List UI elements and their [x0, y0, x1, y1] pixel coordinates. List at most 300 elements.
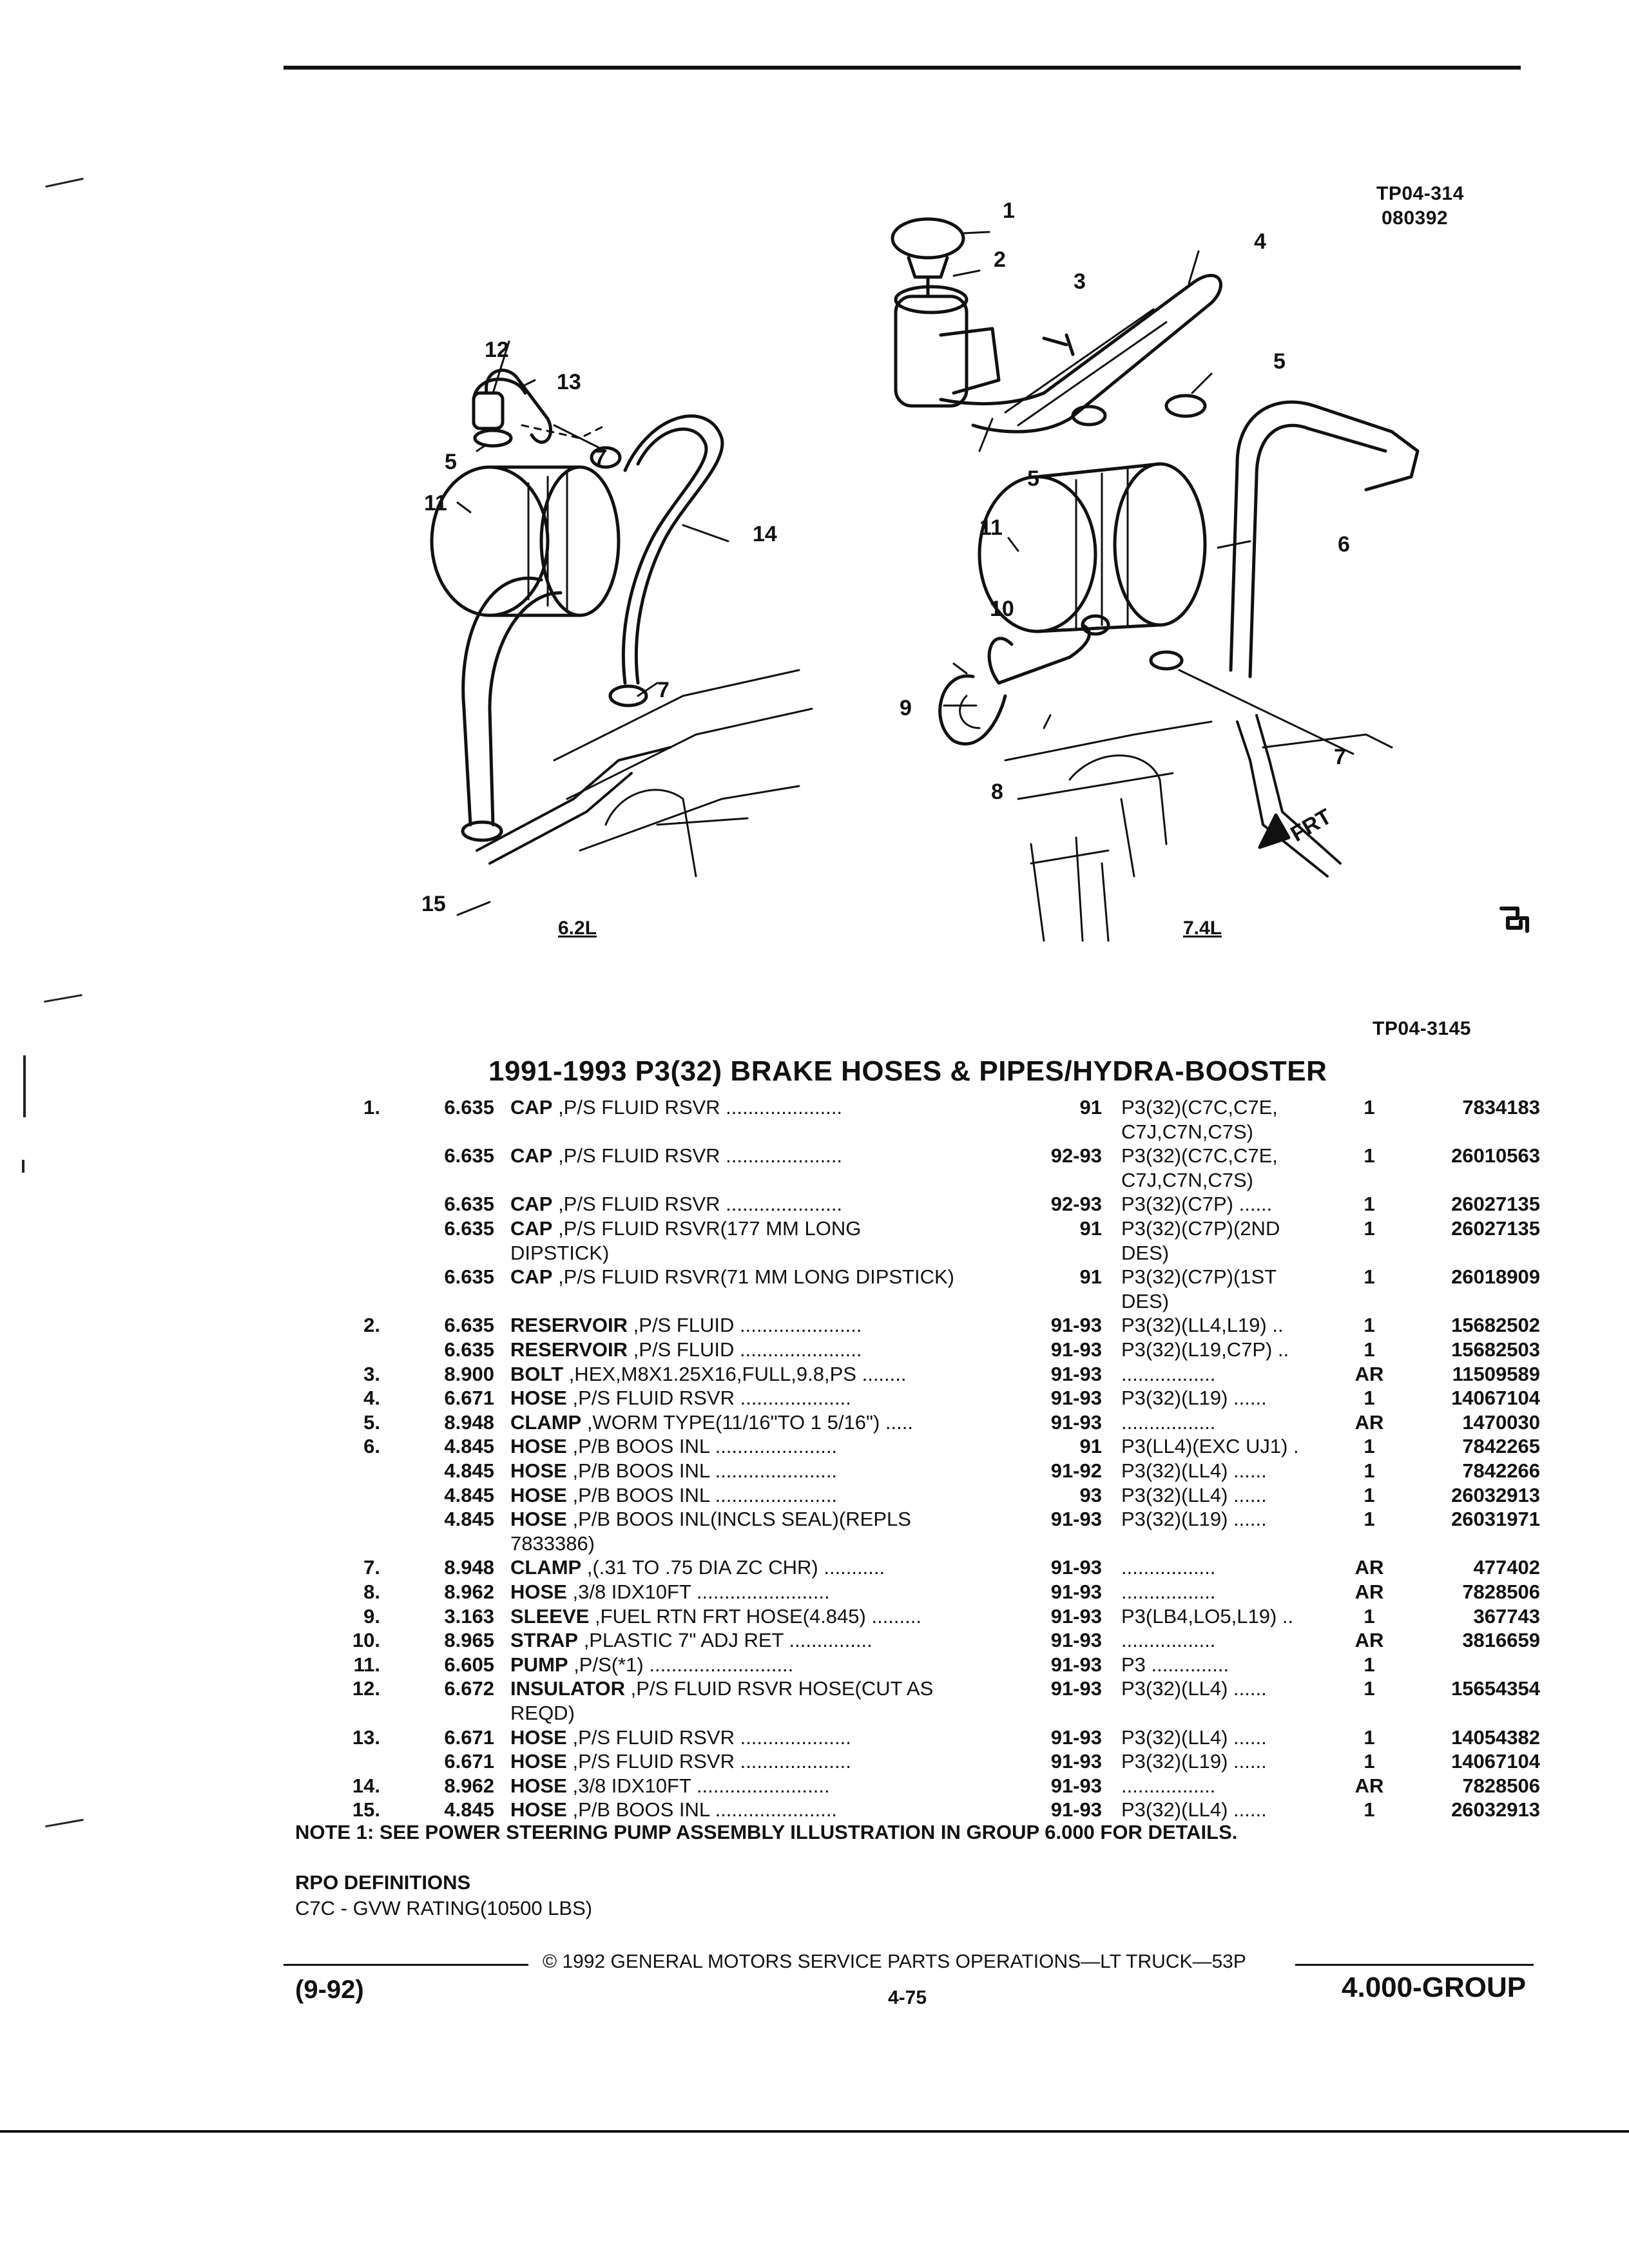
item-number: 11.: [353, 1653, 380, 1676]
application: P3(32)(LL4) ......: [1121, 1459, 1267, 1482]
part-number: 14054382: [1451, 1725, 1540, 1749]
group-number: 6.671: [444, 1725, 494, 1749]
quantity: 1: [1364, 1144, 1375, 1168]
application: P3(32)(L19) ......: [1121, 1387, 1267, 1410]
part-name: BOLT: [510, 1362, 564, 1385]
part-name: CAP: [510, 1193, 553, 1216]
application: P3(LB4,LO5,L19) ..: [1121, 1604, 1294, 1628]
quantity: 1: [1364, 1459, 1375, 1482]
model-years: 91: [1079, 1435, 1102, 1458]
callout-3: 3: [1074, 269, 1086, 294]
quantity: AR: [1354, 1556, 1384, 1579]
clamp-7-right: [1083, 616, 1108, 634]
part-detail: ,P/S FLUID RSVR(177 MM LONG: [552, 1217, 862, 1240]
quantity: 1: [1364, 1725, 1375, 1749]
quantity: 1: [1364, 1750, 1375, 1773]
part-description: [510, 1192, 1026, 1216]
clamp-7-right-b: [1151, 652, 1182, 669]
part-description: [510, 1313, 1026, 1338]
footnote: NOTE 1: SEE POWER STEERING PUMP ASSEMBLY ILLUSTRATION IN GROUP 6.000 FOR DETAILS.: [295, 1821, 1238, 1843]
table-row: [0, 1580, 1629, 1604]
leader-dots: ......................: [734, 1338, 862, 1361]
quantity: 1: [1364, 1387, 1375, 1410]
table-row: [0, 1313, 1629, 1338]
quantity: 1: [1364, 1096, 1375, 1119]
part-detail: ,P/S FLUID: [628, 1314, 735, 1337]
part-name: CLAMP: [510, 1410, 582, 1434]
part-description: [510, 1725, 1026, 1750]
margin-mark: [45, 178, 83, 187]
top-rule: [284, 66, 1521, 70]
leader-dots: ....................: [734, 1725, 851, 1749]
application: P3(32)(C7C,C7E,: [1121, 1096, 1278, 1119]
group-number: 6.635: [444, 1096, 494, 1119]
engine-label-7-4l: 7.4L: [1183, 918, 1222, 939]
part-detail: ,P/S FLUID RSVR(71 MM LONG DIPSTICK): [552, 1265, 954, 1289]
part-description: [510, 1749, 1026, 1774]
quantity: 1: [1364, 1217, 1375, 1240]
quantity: AR: [1354, 1581, 1384, 1603]
part-description: [510, 1677, 1026, 1701]
figure-date: 080392: [1382, 207, 1449, 229]
figure-code: TP04-3145: [1373, 1018, 1471, 1039]
hose-6: [1231, 402, 1392, 677]
item-number: 14.: [352, 1774, 380, 1797]
part-number: 7842266: [1462, 1459, 1540, 1482]
table-row: [0, 1653, 1629, 1677]
part-number: 26027135: [1451, 1193, 1540, 1216]
callout-1: 1: [1003, 198, 1015, 223]
part-number: 7828506: [1462, 1581, 1540, 1603]
item-number: 10.: [352, 1629, 380, 1652]
part-detail: ,(.31 TO .75 DIA ZC CHR): [581, 1556, 818, 1579]
application: .................: [1121, 1556, 1216, 1579]
part-detail: ,WORM TYPE(11/16"TO 1 5/16"): [581, 1410, 880, 1434]
cap-1: [892, 219, 963, 258]
part-name: INSULATOR: [510, 1677, 625, 1700]
model-years: 91-93: [1050, 1725, 1102, 1749]
callout-10: 10: [990, 597, 1014, 621]
group-number: 4.845: [444, 1483, 494, 1506]
part-name: CAP: [510, 1217, 553, 1240]
part-description: [510, 1095, 1026, 1120]
table-row: [0, 1410, 1629, 1435]
group-number: 4.845: [444, 1435, 494, 1458]
application-cont: DES): [1121, 1289, 1170, 1312]
quantity: AR: [1354, 1362, 1384, 1385]
part-name: CLAMP: [510, 1556, 582, 1579]
part-description: [510, 1798, 1026, 1822]
model-years: 91: [1079, 1096, 1102, 1119]
model-years: 91-93: [1050, 1581, 1102, 1603]
quantity: 1: [1364, 1604, 1375, 1628]
model-years: 93: [1079, 1483, 1102, 1506]
clamp-7-left-lower: [610, 686, 646, 706]
footer-rule-left: [284, 1964, 528, 1966]
application: P3(32)(C7P) ......: [1121, 1193, 1273, 1216]
callout-14: 14: [753, 522, 777, 546]
callout-13: 13: [557, 370, 581, 394]
group-number: 4.000-GROUP: [1342, 1972, 1527, 2003]
leader-dots: ....................: [734, 1750, 851, 1773]
application: P3(32)(C7C,C7E,: [1121, 1144, 1278, 1168]
group-number: 6.671: [444, 1750, 494, 1773]
application: .................: [1121, 1362, 1216, 1385]
application: P3(32)(LL4) ......: [1121, 1677, 1267, 1700]
item-number: 6.: [363, 1435, 380, 1458]
callout-2: 2: [994, 247, 1006, 272]
part-detail: ,P/S FLUID RSVR: [552, 1144, 720, 1168]
part-detail: ,P/S(*1): [568, 1653, 644, 1676]
gm-logo: [1501, 908, 1527, 931]
callout-5: 5: [1273, 349, 1286, 374]
model-years: 91-93: [1050, 1677, 1102, 1700]
group-number: 6.635: [444, 1265, 494, 1289]
insulator-12: [474, 393, 503, 428]
group-number: 4.845: [444, 1508, 494, 1531]
model-years: 91-93: [1050, 1556, 1102, 1579]
part-description: [510, 1265, 1026, 1289]
part-description-cont: REQD): [510, 1702, 575, 1724]
application: P3(32)(L19) ......: [1121, 1750, 1267, 1773]
model-years: 91-93: [1050, 1798, 1102, 1821]
quantity: 1: [1364, 1338, 1375, 1361]
application-cont: DES): [1121, 1241, 1170, 1264]
application: P3(32)(LL4) ......: [1121, 1483, 1267, 1506]
exploded-view-drawing: [361, 180, 1547, 954]
group-number: 6.672: [444, 1677, 494, 1700]
part-number: 367743: [1473, 1604, 1540, 1628]
revision-date: (9-92): [295, 1975, 364, 2004]
part-description: [510, 1555, 1026, 1580]
part-detail: ,P/B BOOS INL: [566, 1459, 709, 1482]
callout-15: 15: [421, 892, 446, 916]
clamp-5-right-b: [1166, 396, 1205, 416]
part-name: HOSE: [510, 1387, 567, 1410]
item-number: 15.: [352, 1798, 380, 1821]
application: .................: [1121, 1410, 1216, 1434]
part-number: 477402: [1473, 1556, 1540, 1579]
group-number: 8.948: [444, 1410, 494, 1434]
part-name: CAP: [510, 1096, 553, 1119]
leader-dots: ......................: [709, 1798, 838, 1821]
table-row: [0, 1555, 1629, 1580]
item-number: 3.: [363, 1362, 380, 1385]
item-number: 1.: [363, 1096, 380, 1119]
item-number: 8.: [363, 1581, 380, 1603]
application: P3(32)(LL4,L19) ..: [1121, 1314, 1284, 1337]
part-description: [510, 1483, 1026, 1508]
part-detail: ,P/S FLUID RSVR: [566, 1387, 735, 1410]
quantity: 1: [1364, 1193, 1375, 1216]
model-years: 91-93: [1050, 1653, 1102, 1676]
section-title: 1991-1993 P3(32) BRAKE HOSES & PIPES/HYDRA-BOOSTER: [488, 1055, 1327, 1087]
table-row: [0, 1338, 1629, 1362]
page-number: 4-75: [888, 1987, 927, 2008]
leader-dots: ......................: [709, 1483, 838, 1506]
quantity: 1: [1364, 1653, 1375, 1676]
model-years: 91-93: [1050, 1604, 1102, 1628]
group-number: 6.605: [444, 1653, 494, 1676]
leader-dots: ....................: [734, 1387, 851, 1410]
model-years: 91-93: [1050, 1314, 1102, 1337]
application: .................: [1121, 1629, 1216, 1652]
part-detail: ,PLASTIC 7" ADJ RET: [578, 1629, 784, 1652]
part-name: PUMP: [510, 1653, 568, 1676]
part-number: 11509589: [1452, 1362, 1540, 1385]
hose-14: [625, 416, 722, 683]
model-years: 91-93: [1050, 1508, 1102, 1531]
part-name: SLEEVE: [510, 1604, 590, 1628]
model-years: 92-93: [1050, 1144, 1102, 1168]
quantity: 1: [1364, 1314, 1375, 1337]
part-number: 15682503: [1451, 1338, 1540, 1361]
part-detail: ,P/B BOOS INL: [566, 1483, 709, 1506]
footer-rule-right: [1295, 1964, 1534, 1966]
part-name: RESERVOIR: [510, 1338, 628, 1361]
item-number: 7.: [363, 1556, 380, 1579]
model-years: 91-93: [1050, 1362, 1102, 1385]
table-row: [0, 1798, 1629, 1822]
leader-dots: ...........: [818, 1556, 885, 1579]
part-name: HOSE: [510, 1508, 567, 1531]
model-years: 91-92: [1050, 1459, 1102, 1482]
part-detail: ,P/S FLUID: [628, 1338, 735, 1361]
group-number: 8.962: [444, 1581, 494, 1603]
part-name: CAP: [510, 1144, 553, 1168]
bracket: [941, 329, 999, 393]
quantity: 1: [1364, 1798, 1375, 1821]
callout-7: 7: [1334, 745, 1346, 769]
part-name: HOSE: [510, 1725, 567, 1749]
part-description: [510, 1604, 1026, 1629]
hose-10: [989, 625, 1089, 683]
part-detail: ,P/S FLUID RSVR: [566, 1725, 735, 1749]
part-name: HOSE: [510, 1459, 567, 1482]
part-description-cont: DIPSTICK): [510, 1241, 610, 1264]
bolt-3: [1044, 335, 1073, 354]
part-description: [510, 1580, 1026, 1604]
model-years: 91-93: [1050, 1629, 1102, 1652]
part-detail: ,3/8 IDX10FT: [566, 1774, 691, 1797]
leader-dots: .....................: [720, 1193, 843, 1216]
item-number: 5.: [363, 1410, 380, 1434]
part-number: 26032913: [1451, 1798, 1540, 1821]
model-years: 91-93: [1050, 1774, 1102, 1797]
leader-dots: ........................: [691, 1581, 830, 1603]
part-number: 26032913: [1451, 1483, 1540, 1506]
group-number: 6.671: [444, 1387, 494, 1410]
quantity: 1: [1364, 1508, 1375, 1531]
part-number: 26018909: [1451, 1265, 1540, 1289]
leader-dots: ......................: [734, 1314, 862, 1337]
part-name: HOSE: [510, 1581, 567, 1603]
table-row: [0, 1144, 1629, 1168]
part-detail: ,3/8 IDX10FT: [566, 1581, 691, 1603]
table-row: [0, 1483, 1629, 1508]
part-name: RESERVOIR: [510, 1314, 628, 1337]
part-description: [510, 1459, 1026, 1483]
part-number: 15654354: [1451, 1677, 1540, 1700]
model-years: 92-93: [1050, 1193, 1102, 1216]
quantity: AR: [1354, 1410, 1384, 1434]
leader-dots: .....................: [720, 1144, 843, 1168]
application: P3(32)(LL4) ......: [1121, 1725, 1267, 1749]
table-row: [0, 1095, 1629, 1120]
table-row: [0, 1677, 1629, 1701]
part-description: [510, 1338, 1026, 1362]
part-name: CAP: [510, 1265, 553, 1289]
part-detail: ,P/S FLUID RSVR: [552, 1096, 720, 1119]
part-name: STRAP: [510, 1629, 579, 1652]
bottom-rule: [0, 2130, 1629, 2133]
table-row: [0, 1507, 1629, 1532]
table-row: [0, 1725, 1629, 1750]
quantity: 1: [1364, 1677, 1375, 1700]
part-name: HOSE: [510, 1483, 567, 1506]
table-row: [0, 1386, 1629, 1410]
group-number: 6.635: [444, 1217, 494, 1240]
callout-5: 5: [445, 450, 457, 474]
clamp-5-right: [1073, 407, 1105, 425]
part-description: [510, 1628, 1026, 1653]
group-number: 6.635: [444, 1144, 494, 1168]
quantity: 1: [1364, 1435, 1375, 1458]
leader-dots: .....: [880, 1410, 913, 1434]
part-detail: ,HEX,M8X1.25X16,FULL,9.8,PS: [563, 1362, 856, 1385]
callout-7: 7: [594, 446, 606, 470]
leader-dots: ..........................: [643, 1653, 794, 1676]
part-detail: ,FUEL RTN FRT HOSE(4.845): [589, 1604, 866, 1628]
leader-dots: ........: [856, 1362, 907, 1385]
group-number: 4.845: [444, 1798, 494, 1821]
group-number: 8.962: [444, 1774, 494, 1797]
part-detail: ,P/S FLUID RSVR: [552, 1193, 720, 1216]
pump-11-left: [432, 467, 548, 615]
leader-dots: .....................: [720, 1096, 843, 1119]
callout-9: 9: [900, 696, 912, 720]
part-number: 26031971: [1451, 1508, 1540, 1531]
part-number: 14067104: [1451, 1387, 1540, 1410]
table-row: [0, 1749, 1629, 1774]
leader-dots: ...............: [783, 1629, 872, 1652]
hose-9: [940, 676, 1005, 744]
part-number: 7842265: [1462, 1435, 1540, 1458]
application: P3 ..............: [1121, 1653, 1229, 1676]
part-name: HOSE: [510, 1750, 567, 1773]
item-number: 12.: [352, 1677, 380, 1700]
quantity: AR: [1354, 1629, 1384, 1652]
callout-4: 4: [1254, 229, 1266, 254]
part-detail: ,P/B BOOS INL: [566, 1435, 709, 1458]
direction-label: FRT: [1286, 804, 1336, 847]
group-number: 8.965: [444, 1629, 494, 1652]
item-number: 9.: [363, 1604, 380, 1628]
leader-dots: ......................: [709, 1459, 838, 1482]
table-row: [0, 1265, 1629, 1289]
table-row: [0, 1774, 1629, 1798]
table-row: [0, 1192, 1629, 1216]
model-years: 91-93: [1050, 1387, 1102, 1410]
model-years: 91-93: [1050, 1410, 1102, 1434]
application: .................: [1121, 1581, 1216, 1603]
group-number: 8.900: [444, 1362, 494, 1385]
quantity: 1: [1364, 1483, 1375, 1506]
quantity: AR: [1354, 1774, 1384, 1797]
callout-8: 8: [991, 780, 1003, 804]
application-cont: C7J,C7N,C7S): [1121, 1168, 1253, 1191]
application: P3(32)(LL4) ......: [1121, 1798, 1267, 1821]
application: P3(LL4)(EXC UJ1) .: [1121, 1435, 1299, 1458]
part-number: 3816659: [1462, 1629, 1540, 1652]
part-description: [510, 1507, 1026, 1532]
table-row: [0, 1604, 1629, 1629]
part-number: 7834183: [1462, 1096, 1540, 1119]
leader-dots: ........................: [691, 1774, 830, 1797]
group-number: 6.635: [444, 1314, 494, 1337]
group-number: 4.845: [444, 1459, 494, 1482]
part-detail: ,P/S FLUID RSVR: [566, 1750, 735, 1773]
part-description: [510, 1144, 1026, 1168]
application: .................: [1121, 1774, 1216, 1797]
part-name: HOSE: [510, 1798, 567, 1821]
application: P3(32)(C7P)(1ST: [1121, 1265, 1277, 1289]
part-number: 26010563: [1451, 1144, 1540, 1168]
part-number: 14067104: [1451, 1750, 1540, 1773]
leader-dots: ......................: [709, 1435, 838, 1458]
table-row: [0, 1434, 1629, 1459]
part-detail: ,P/S FLUID RSVR HOSE(CUT AS: [624, 1677, 934, 1700]
part-detail: ,P/B BOOS INL(INCLS SEAL)(REPLS: [566, 1508, 911, 1531]
group-number: 6.635: [444, 1338, 494, 1361]
table-row: [0, 1459, 1629, 1483]
callout-11: 11: [979, 515, 1003, 540]
item-number: 13.: [352, 1725, 380, 1749]
quantity: 1: [1364, 1265, 1375, 1289]
parts-illustration: [361, 180, 1547, 954]
part-name: HOSE: [510, 1435, 567, 1458]
part-number: 15682502: [1451, 1314, 1540, 1337]
application-cont: C7J,C7N,C7S): [1121, 1120, 1253, 1143]
group-number: 3.163: [444, 1604, 494, 1628]
table-row: [0, 1362, 1629, 1387]
part-description-cont: 7833386): [510, 1532, 595, 1555]
rpo-heading: RPO DEFINITIONS: [295, 1871, 471, 1894]
callout-5: 5: [1027, 466, 1039, 491]
part-number: 26027135: [1451, 1217, 1540, 1240]
copyright: © 1992 GENERAL MOTORS SERVICE PARTS OPERATIONS—LT TRUCK—53P: [543, 1951, 1246, 1972]
model-years: 91-93: [1050, 1750, 1102, 1773]
callout-7: 7: [657, 678, 670, 702]
margin-mark: [44, 994, 82, 1003]
engine-label-6-2l: 6.2L: [558, 918, 597, 939]
rpo-definition: C7C - GVW RATING(10500 LBS): [295, 1897, 593, 1919]
part-description: [510, 1774, 1026, 1798]
group-number: 8.948: [444, 1556, 494, 1579]
application: P3(32)(C7P)(2ND: [1121, 1217, 1280, 1240]
part-description: [510, 1362, 1026, 1387]
figure-code: TP04-314: [1376, 183, 1464, 204]
model-years: 91-93: [1050, 1338, 1102, 1361]
leader-dots: .........: [865, 1604, 921, 1628]
clamp-5-left: [475, 430, 511, 446]
model-years: 91: [1079, 1217, 1102, 1240]
part-number: 1470030: [1462, 1410, 1540, 1434]
part-detail: ,P/B BOOS INL: [566, 1798, 709, 1821]
callout-12: 12: [485, 338, 509, 362]
table-row: [0, 1216, 1629, 1241]
application: P3(32)(L19,C7P) ..: [1121, 1338, 1289, 1361]
